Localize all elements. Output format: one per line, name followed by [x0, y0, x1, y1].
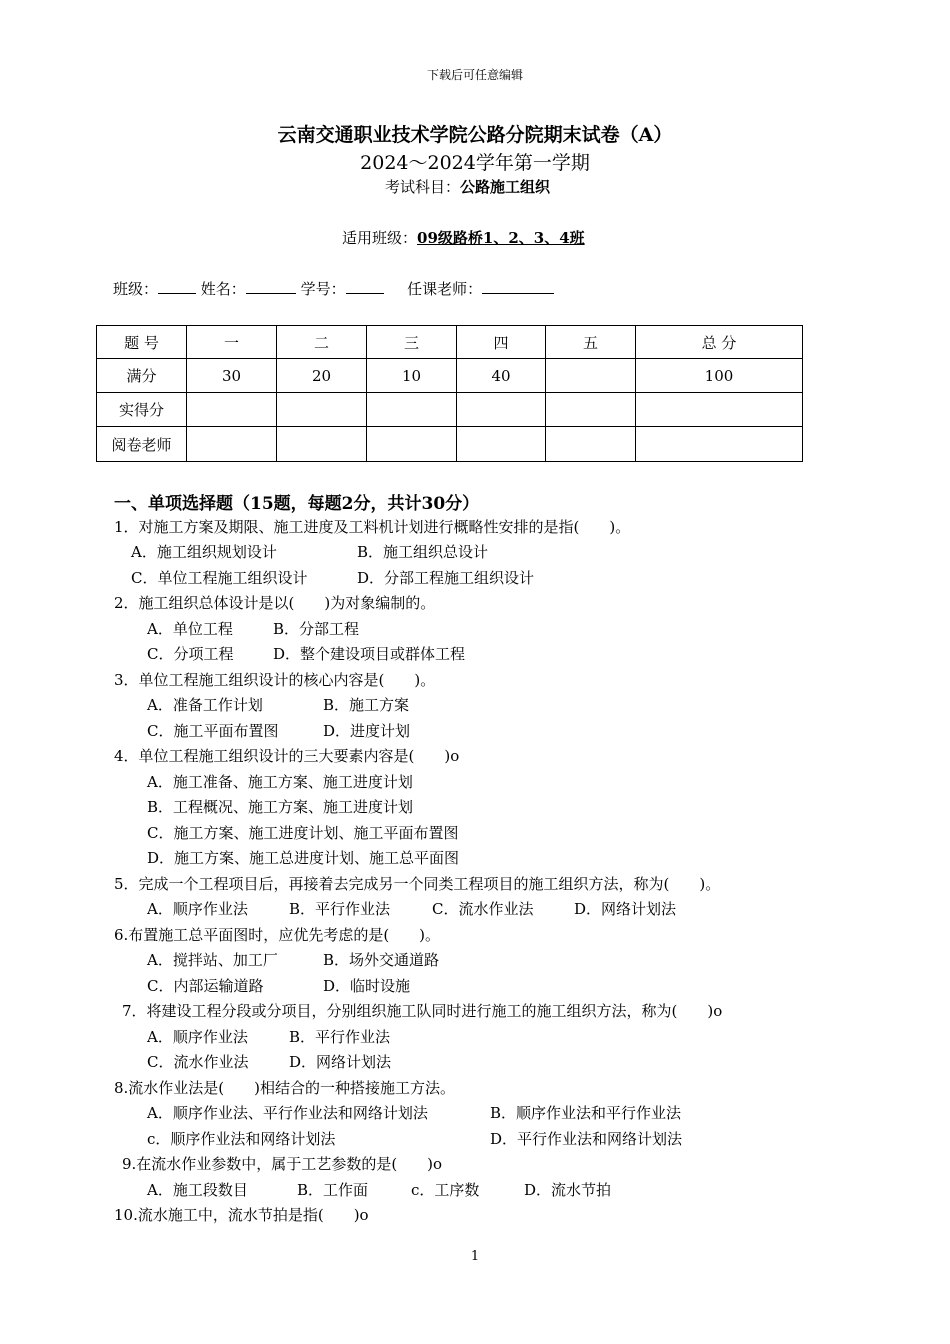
question-stem: 5．完成一个工程项目后，再接着去完成另一个同类工程项目的施工组织方法，称为( )。 — [114, 875, 721, 893]
score-cell — [636, 427, 803, 462]
option: B．分部工程 — [273, 620, 360, 638]
section-title: 一、单项选择题（15题，每题2分，共计30分） — [114, 494, 480, 514]
option: D．临时设施 — [323, 977, 411, 995]
option: A．单位工程 — [147, 620, 233, 638]
teacher-blank — [482, 278, 554, 294]
option: D．施工方案、施工总进度计划、施工总平面图 — [147, 849, 460, 867]
question-stem: 10.流水施工中，流水节拍是指( )o — [114, 1206, 369, 1224]
question-stem: 6.布置施工总平面图时，应优先考虑的是( )。 — [114, 926, 441, 944]
score-cell — [367, 393, 457, 427]
option: C．单位工程施工组织设计 — [131, 569, 308, 587]
class-blank — [158, 278, 196, 294]
option: C．流水作业法 — [432, 900, 534, 918]
score-cell — [187, 427, 277, 462]
score-row-full-marks — [97, 359, 803, 393]
score-cell: 100 — [636, 359, 803, 393]
name-blank — [246, 278, 296, 294]
option: c．工序数 — [411, 1181, 480, 1199]
applicable-classes — [342, 227, 585, 248]
page-number: 1 — [470, 1249, 480, 1264]
score-cell: 三 — [367, 326, 457, 359]
question-stem: 9.在流水作业参数中，属于工艺参数的是( )o — [122, 1155, 443, 1173]
score-table — [96, 325, 803, 462]
exam-title: 云南交通职业技术学院公路分院期末试卷（A） — [277, 124, 673, 146]
score-cell: 五 — [546, 326, 636, 359]
score-cell: 实得分 — [97, 393, 187, 427]
option: B．工作面 — [297, 1181, 369, 1199]
header-note: 下载后可任意编辑 — [426, 68, 523, 82]
score-cell: 阅卷老师 — [97, 427, 187, 462]
name-label: 姓名： — [200, 280, 246, 298]
option: A．搅拌站、加工厂 — [147, 951, 278, 969]
question-stem: 3．单位工程施工组织设计的核心内容是( )。 — [114, 671, 436, 689]
subject-value: 公路施工组织 — [460, 178, 551, 196]
score-cell: 四 — [457, 326, 546, 359]
score-cell — [457, 427, 546, 462]
option: D．网络计划法 — [289, 1053, 392, 1071]
score-cell: 二 — [277, 326, 367, 359]
option: A．顺序作业法 — [147, 1028, 248, 1046]
option: c．顺序作业法和网络计划法 — [147, 1130, 336, 1148]
score-cell — [277, 427, 367, 462]
score-cell — [457, 393, 546, 427]
score-cell: 20 — [277, 359, 367, 393]
option: A．顺序作业法 — [147, 900, 248, 918]
option: C．施工方案、施工进度计划、施工平面布置图 — [147, 824, 459, 842]
score-cell — [187, 393, 277, 427]
score-cell — [277, 393, 367, 427]
score-cell — [546, 359, 636, 393]
score-cell — [546, 393, 636, 427]
question-stem: 1．对施工方案及期限、施工进度及工料机计划进行概略性安排的是指( )。 — [114, 518, 631, 536]
score-cell: 一 — [187, 326, 277, 359]
option: D．平行作业法和网络计划法 — [490, 1130, 683, 1148]
question-stem: 8.流水作业法是( )相结合的一种搭接施工方法。 — [114, 1079, 456, 1097]
score-cell: 30 — [187, 359, 277, 393]
option: D．分部工程施工组织设计 — [357, 569, 535, 587]
question-stem: 4．单位工程施工组织设计的三大要素内容是( )o — [114, 747, 460, 765]
option: A．施工准备、施工方案、施工进度计划 — [147, 773, 413, 791]
teacher-label: 任课老师： — [407, 280, 483, 298]
question-stem: 2．施工组织总体设计是以( )为对象编制的。 — [114, 594, 436, 612]
score-cell — [636, 393, 803, 427]
score-row-grader — [97, 427, 803, 462]
score-row-obtained — [97, 393, 803, 427]
option: B．工程概况、施工方案、施工进度计划 — [147, 798, 414, 816]
student-id-blank — [346, 278, 384, 294]
exam-subject — [385, 176, 550, 197]
option: A．施工组织规划设计 — [131, 543, 277, 561]
student-info-line — [113, 278, 554, 299]
option: B．平行作业法 — [289, 900, 391, 918]
option: B．施工组织总设计 — [357, 543, 489, 561]
score-cell: 满分 — [97, 359, 187, 393]
option: D．整个建设项目或群体工程 — [273, 645, 466, 663]
option: C．流水作业法 — [147, 1053, 249, 1071]
student-id-label: 学号： — [300, 280, 346, 298]
option: D．进度计划 — [323, 722, 411, 740]
option: A．顺序作业法、平行作业法和网络计划法 — [147, 1104, 428, 1122]
score-cell: 40 — [457, 359, 546, 393]
score-cell — [367, 427, 457, 462]
subject-label: 考试科目： — [385, 178, 461, 196]
score-cell: 10 — [367, 359, 457, 393]
option: B．场外交通道路 — [323, 951, 440, 969]
classes-value: 09级路桥1、2、3、4班 — [417, 229, 585, 247]
option: B．平行作业法 — [289, 1028, 391, 1046]
classes-label: 适用班级： — [342, 229, 418, 247]
option: C．分项工程 — [147, 645, 234, 663]
option: C．施工平面布置图 — [147, 722, 279, 740]
option: C．内部运输道路 — [147, 977, 264, 995]
option: A．准备工作计划 — [147, 696, 263, 714]
score-row-header — [97, 326, 803, 359]
option: D．网络计划法 — [574, 900, 677, 918]
score-cell — [546, 427, 636, 462]
exam-term: 2024～2024学年第一学期 — [360, 152, 590, 174]
option: B．施工方案 — [323, 696, 410, 714]
option: D．流水节拍 — [524, 1181, 612, 1199]
score-cell: 题 号 — [97, 326, 187, 359]
option: A．施工段数目 — [147, 1181, 248, 1199]
class-label: 班级： — [113, 280, 159, 298]
question-stem: 7．将建设工程分段或分项目，分别组织施工队同时进行施工的施工组织方法，称为( )o — [122, 1002, 723, 1020]
option: B．顺序作业法和平行作业法 — [490, 1104, 682, 1122]
score-cell: 总 分 — [636, 326, 803, 359]
